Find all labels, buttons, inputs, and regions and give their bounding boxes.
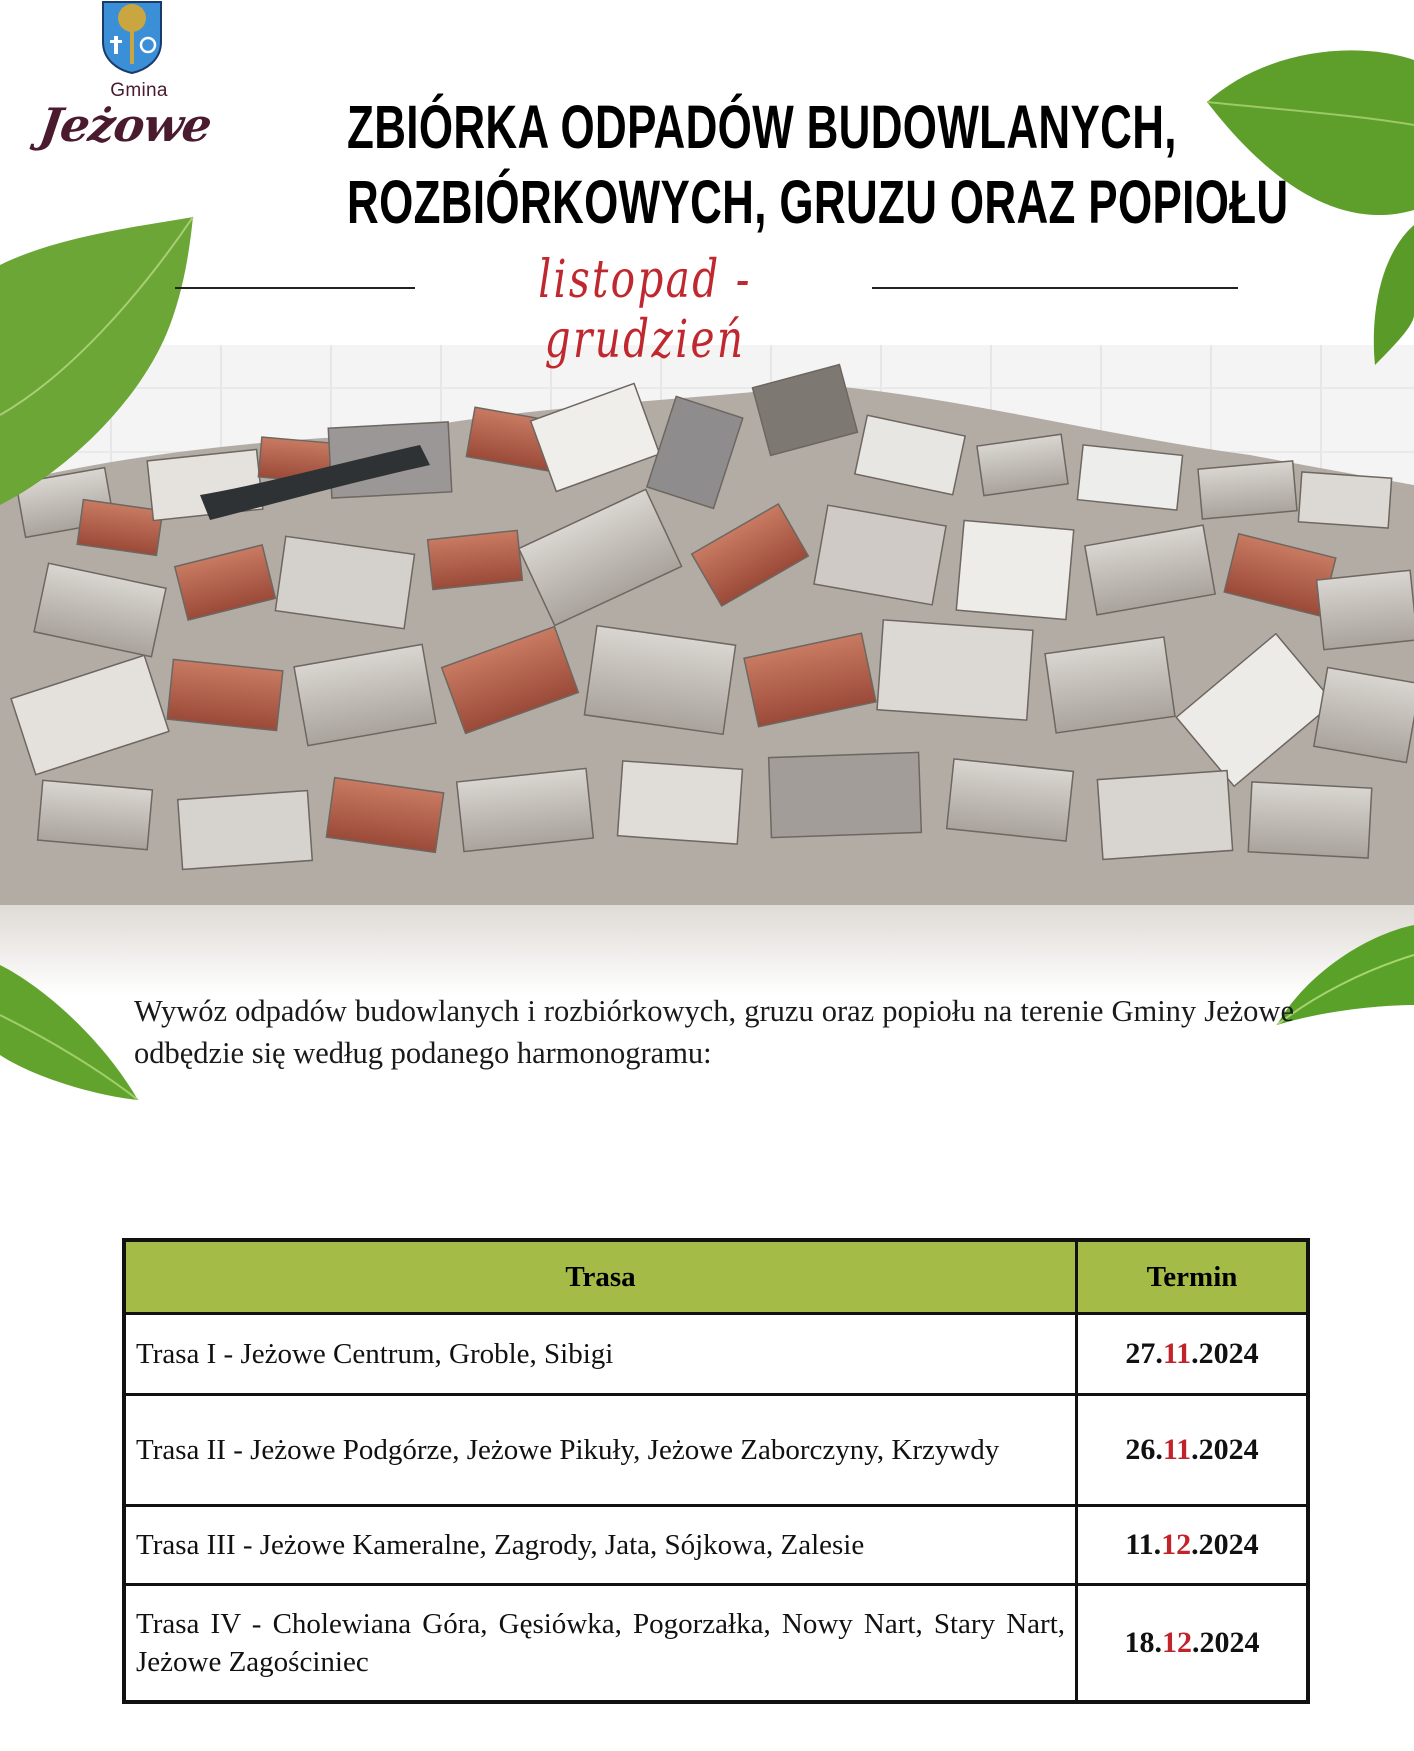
date-month: 12 bbox=[1161, 1528, 1192, 1561]
route-cell: Trasa I - Jeżowe Centrum, Groble, Sibigi bbox=[124, 1314, 1077, 1395]
date-cell bbox=[1077, 1314, 1309, 1395]
divider-left bbox=[175, 287, 415, 289]
date-month: 11 bbox=[1162, 1433, 1192, 1466]
route-cell: Trasa II - Jeżowe Podgórze, Jeżowe Pikuły, Jeżowe Zaborczyny, Krzywdy bbox=[124, 1395, 1077, 1506]
schedule-table bbox=[122, 1238, 1310, 1704]
route-cell: Trasa III - Jeżowe Kameralne, Zagrody, Jata, Sójkowa, Zalesie bbox=[124, 1506, 1077, 1585]
subtitle-row bbox=[175, 250, 1340, 370]
date-cell bbox=[1077, 1395, 1309, 1506]
date-year: .2024 bbox=[1191, 1337, 1259, 1370]
date-day: 18. bbox=[1124, 1626, 1162, 1659]
subtitle-period: listopad - grudzień bbox=[538, 250, 752, 370]
table-row bbox=[124, 1395, 1308, 1506]
date-day: 26. bbox=[1125, 1433, 1163, 1466]
intro-paragraph: Wywóz odpadów budowlanych i rozbiórkowych, gruzu oraz popiołu na terenie Gminy Jeżowe odbędzie się według podanego harmonogramu: bbox=[134, 994, 1294, 1070]
date-month: 12 bbox=[1162, 1626, 1192, 1659]
rubble-pile-illustration bbox=[0, 345, 1414, 995]
rubble-photo bbox=[0, 345, 1414, 995]
leaf-right-bottom bbox=[1275, 925, 1414, 1025]
date-day: 11. bbox=[1125, 1528, 1162, 1561]
date-year: .2024 bbox=[1191, 1433, 1259, 1466]
divider-right bbox=[872, 287, 1238, 289]
table-header-row bbox=[124, 1240, 1308, 1314]
date-cell bbox=[1077, 1585, 1309, 1703]
title-line-1: ZBIÓRKA ODPADÓW BUDOWLANYCH, bbox=[347, 93, 1177, 161]
date-month: 11 bbox=[1162, 1337, 1192, 1370]
page-title bbox=[200, 90, 1289, 240]
date-year: .2024 bbox=[1192, 1626, 1260, 1659]
leaf-left-top bbox=[0, 215, 195, 505]
header-date: Termin bbox=[1077, 1240, 1309, 1314]
coat-of-arms-icon bbox=[101, 0, 163, 74]
table-row bbox=[124, 1585, 1308, 1703]
title-line-2: ROZBIÓRKOWYCH, GRUZU ORAZ POPIOŁU bbox=[347, 168, 1289, 236]
date-cell bbox=[1077, 1506, 1309, 1585]
leaf-left-bottom bbox=[0, 965, 140, 1100]
logo-gmina-text: Gmina bbox=[110, 80, 168, 101]
leaf-right-middle bbox=[1370, 225, 1414, 365]
logo-municipality-name: Jeżowe bbox=[36, 98, 215, 152]
header-route: Trasa bbox=[124, 1240, 1077, 1314]
date-year: .2024 bbox=[1191, 1528, 1259, 1561]
route-cell: Trasa IV - Cholewiana Góra, Gęsiówka, Pogorzałka, Nowy Nart, Stary Nart, Jeżowe Zagościniec bbox=[124, 1585, 1077, 1703]
date-day: 27. bbox=[1125, 1337, 1163, 1370]
table-row bbox=[124, 1314, 1308, 1395]
table-row bbox=[124, 1506, 1308, 1585]
